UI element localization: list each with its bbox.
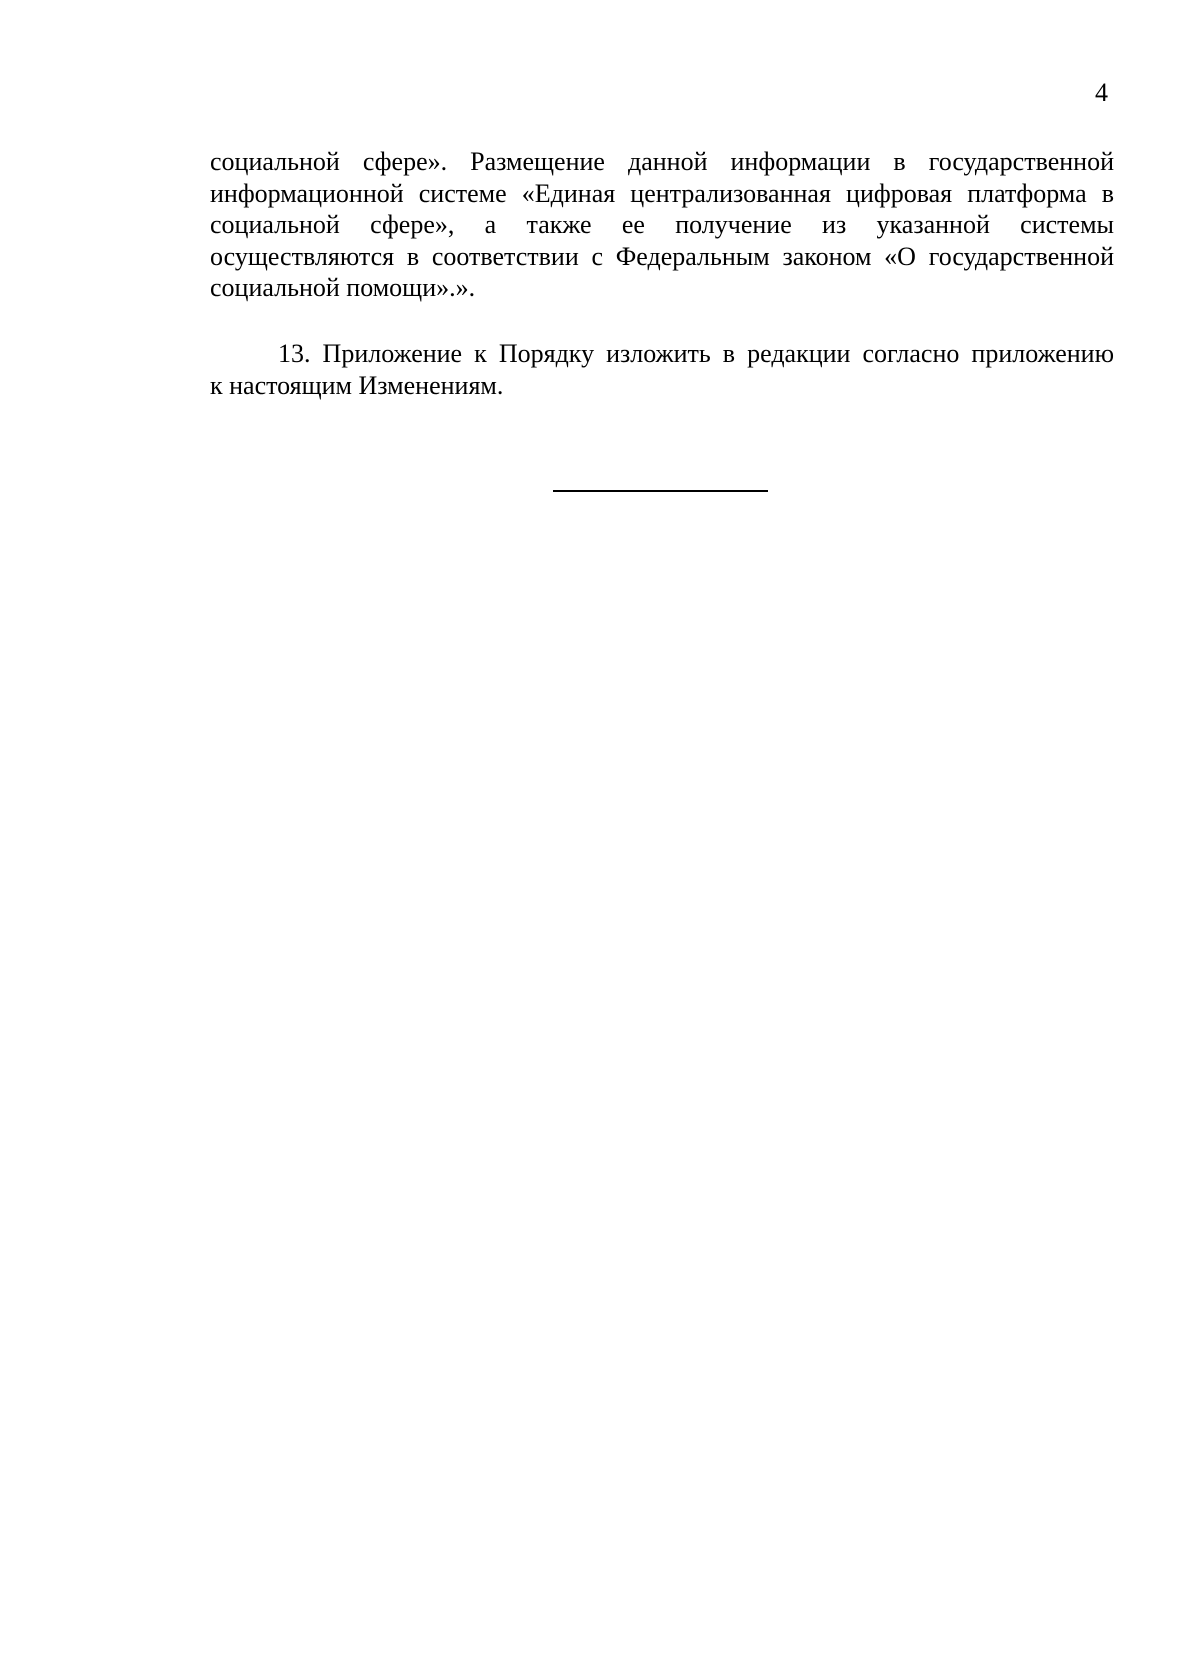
paragraph-line: 13. Приложение к Порядку изложить в редакции согласно приложению (278, 339, 1114, 368)
paragraph-line: социальной сфере». Размещение данной информации в государственной (210, 147, 1114, 176)
paragraph-line: осуществляются в соответствии с Федеральным законом «О государственной (210, 241, 1114, 271)
paragraph-line: к настоящим Изменениям. (210, 370, 504, 400)
end-separator-line (553, 490, 768, 492)
paragraph-item-13 (210, 338, 1114, 401)
page-number: 4 (1095, 78, 1108, 107)
paragraph-line: социальной помощи».». (210, 273, 476, 302)
paragraph-social-platform-info (210, 146, 1114, 304)
paragraph-line: социальной сфере», а также ее получение из указанной системы (210, 210, 1114, 239)
paragraph-line: информационной системе «Единая централизованная цифровая платформа в (210, 178, 1114, 208)
